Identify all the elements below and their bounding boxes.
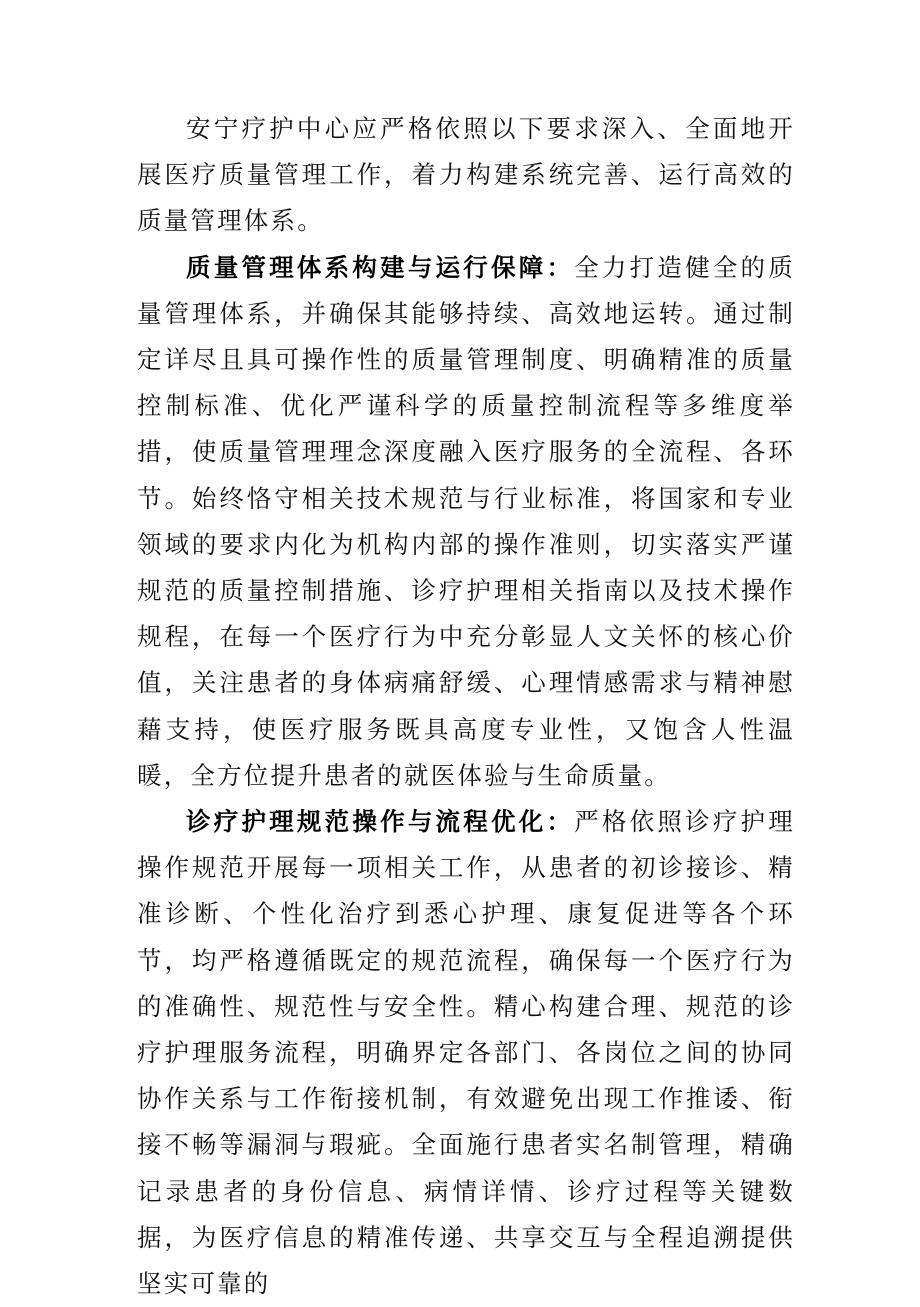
section-heading-process-optimization: 诊疗护理规范操作与流程优化： — [186, 807, 575, 837]
document-body — [137, 106, 795, 1307]
section-quality-system — [137, 245, 795, 799]
intro-paragraph: 安宁疗护中心应严格依照以下要求深入、全面地开展医疗质量管理工作，着力构建系统完善、运行高效的质量管理体系。 — [137, 114, 795, 236]
section-heading-quality-system: 质量管理体系构建与运行保障： — [186, 252, 575, 282]
section-process-optimization — [137, 799, 795, 1307]
section-body-quality-system: 全力打造健全的质量管理体系，并确保其能够持续、高效地运转。通过制定详尽且具可操作性的质量管理制度、明确精准的质量控制标准、优化严谨科学的质量控制流程等多维度举措，使质量管理理念深度融入医疗服务的全流程、各环节。始终恪守相关技术规范与行业标准，将国家和专业领域的要求内化为机构内部的操作准则，切实落实严谨规范的质量控制措施、诊疗护理相关指南以及技术操作规程，在每一个医疗行为中充分彰显人文关怀的核心价值，关注患者的身体病痛舒缓、心理情感需求与精神慰藉支持，使医疗服务既具高度专业性，又饱含人性温暖，全方位提升患者的就医体验与生命质量。 — [137, 252, 795, 790]
section-body-process-optimization: 严格依照诊疗护理操作规范开展每一项相关工作，从患者的初诊接诊、精准诊断、个性化治疗到悉心护理、康复促进等各个环节，均严格遵循既定的规范流程，确保每一个医疗行为的准确性、规范性与安全性。精心构建合理、规范的诊疗护理服务流程，明确界定各部门、各岗位之间的协同协作关系与工作衔接机制，有效避免出现工作推诿、衔接不畅等漏洞与瑕疵。全面施行患者实名制管理，精确记录患者的身份信息、病情详情、诊疗过程等关键数据，为医疗信息的精准传递、共享交互与全程追溯提供坚实可靠的 — [137, 807, 795, 1299]
